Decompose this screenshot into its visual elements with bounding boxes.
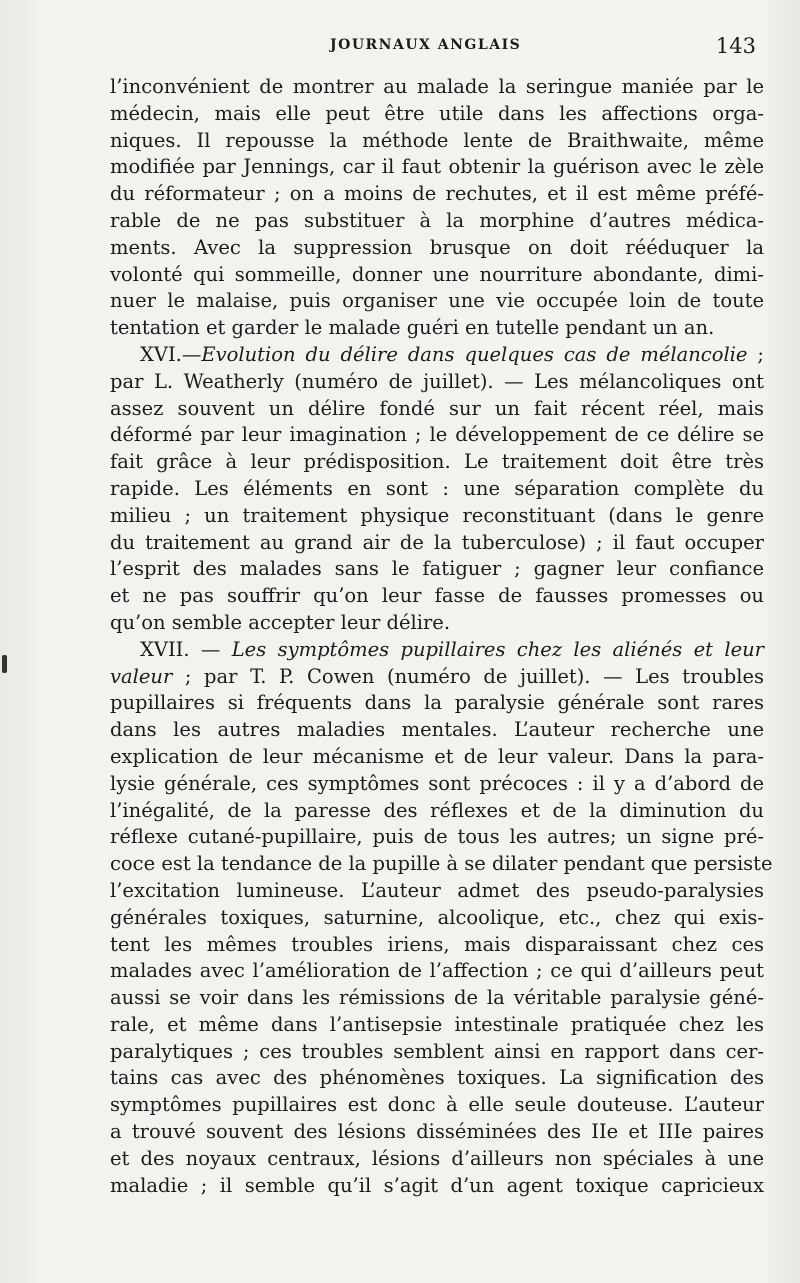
text-line: dans les autres maladies mentales. L’auteur recherche une [110, 718, 764, 742]
text-line: ments. Avec la suppression brusque on doit rééduquer la [110, 235, 764, 259]
text-line: explication de leur mécanisme et de leur valeur. Dans la para- [110, 744, 764, 768]
text-line: tent les mêmes troubles iriens, mais disparaissant chez ces [110, 932, 764, 956]
text-line: volonté qui sommeille, donner une nourriture abondante, dimi- [110, 262, 764, 286]
page-number: 143 [715, 34, 756, 58]
text-line: du traitement au grand air de la tuberculose) ; il faut occuper [110, 530, 764, 554]
italic-title: valeur [110, 664, 173, 688]
text-line: aussi se voir dans les rémissions de la véritable paralysie géné- [110, 986, 764, 1010]
italic-title: Les symptômes pupillaires chez les aliénés et leur [231, 637, 764, 661]
text-line: rapide. Les éléments en sont : une séparation complète du [110, 476, 764, 500]
text-line: fait grâce à leur prédisposition. Le traitement doit être très [110, 450, 764, 474]
text-line: et ne pas souffrir qu’on leur fasse de fausses promesses ou [110, 584, 764, 608]
text-line: paralytiques ; ces troubles semblent ainsi en rapport dans cer- [110, 1039, 764, 1063]
italic-title: Evolution du délire dans quelques cas de mélancolie [201, 342, 748, 366]
text-line: tains cas avec des phénomènes toxiques. La signification des [110, 1066, 764, 1090]
text-line: maladie ; il semble qu’il s’agit d’un agent toxique capricieux [110, 1173, 764, 1197]
text-line: assez souvent un délire fondé sur un fait récent réel, mais [110, 396, 764, 420]
body-text [110, 74, 773, 1199]
text-line: par L. Weatherly (numéro de juillet). — Les mélancoliques ont [110, 369, 764, 393]
text-line: rale, et même dans l’antisepsie intestinale pratiquée chez les [110, 1012, 764, 1036]
line-suffix: ; par T. P. Cowen (numéro de juillet). — Les troubles [172, 664, 764, 688]
line-suffix: ; [747, 342, 764, 366]
running-title: JOURNAUX ANGLAIS [330, 37, 522, 53]
text-line: déformé par leur imagination ; le développement de ce délire se [110, 423, 764, 447]
text-line: rable de ne pas substituer à la morphine d’autres médica- [110, 208, 764, 232]
text-line: coce est la tendance de la pupille à se dilater pendant que persiste [110, 852, 773, 876]
text-line [110, 637, 764, 664]
text-line: malades avec l’amélioration de l’affection ; ce qui d’ailleurs peut [110, 959, 764, 983]
margin-mark [2, 655, 7, 673]
text-line: réflexe cutané-pupillaire, puis de tous les autres; un signe pré- [110, 825, 764, 849]
page-header [110, 34, 756, 60]
text-line: milieu ; un traitement physique reconstituant (dans le genre [110, 503, 764, 527]
text-line: générales toxiques, saturnine, alcoolique, etc., chez qui exis- [110, 905, 764, 929]
text-line: l’esprit des malades sans le fatiguer ; gagner leur confiance [110, 557, 764, 581]
text-line: l’inégalité, de la paresse des réflexes et de la diminution du [110, 798, 764, 822]
text-line: et des noyaux centraux, lésions d’ailleurs non spéciales à une [110, 1146, 764, 1170]
text-line: symptômes pupillaires est donc à elle seule douteuse. L’auteur [110, 1093, 764, 1117]
text-line: du réformateur ; on a moins de rechutes, et il est même préfé- [110, 182, 764, 206]
text-line [110, 664, 764, 691]
text-line: l’excitation lumineuse. L’auteur admet des pseudo-paralysies [110, 878, 764, 902]
text-line [110, 342, 764, 369]
text-line: a trouvé souvent des lésions disséminées des IIe et IIIe paires [110, 1120, 764, 1144]
line-prefix: XVI.— [140, 342, 202, 366]
text-line: qu’on semble accepter leur délire. [110, 610, 451, 634]
text-line: médecin, mais elle peut être utile dans les affections orga- [110, 101, 764, 125]
line-prefix: XVII. — [140, 637, 232, 661]
text-line: tentation et garder le malade guéri en tutelle pendant un an. [110, 316, 715, 340]
text-line: modifiée par Jennings, car il faut obtenir la guérison avec le zèle [110, 155, 764, 179]
text-line: niques. Il repousse la méthode lente de Braithwaite, même [110, 128, 764, 152]
text-line: lysie générale, ces symptômes sont précoces : il y a d’abord de [110, 771, 764, 795]
text-line: pupillaires si fréquents dans la paralysie générale sont rares [110, 691, 764, 715]
text-line: nuer le malaise, puis organiser une vie occupée loin de toute [110, 289, 764, 313]
text-line: l’inconvénient de montrer au malade la seringue maniée par le [110, 75, 764, 98]
